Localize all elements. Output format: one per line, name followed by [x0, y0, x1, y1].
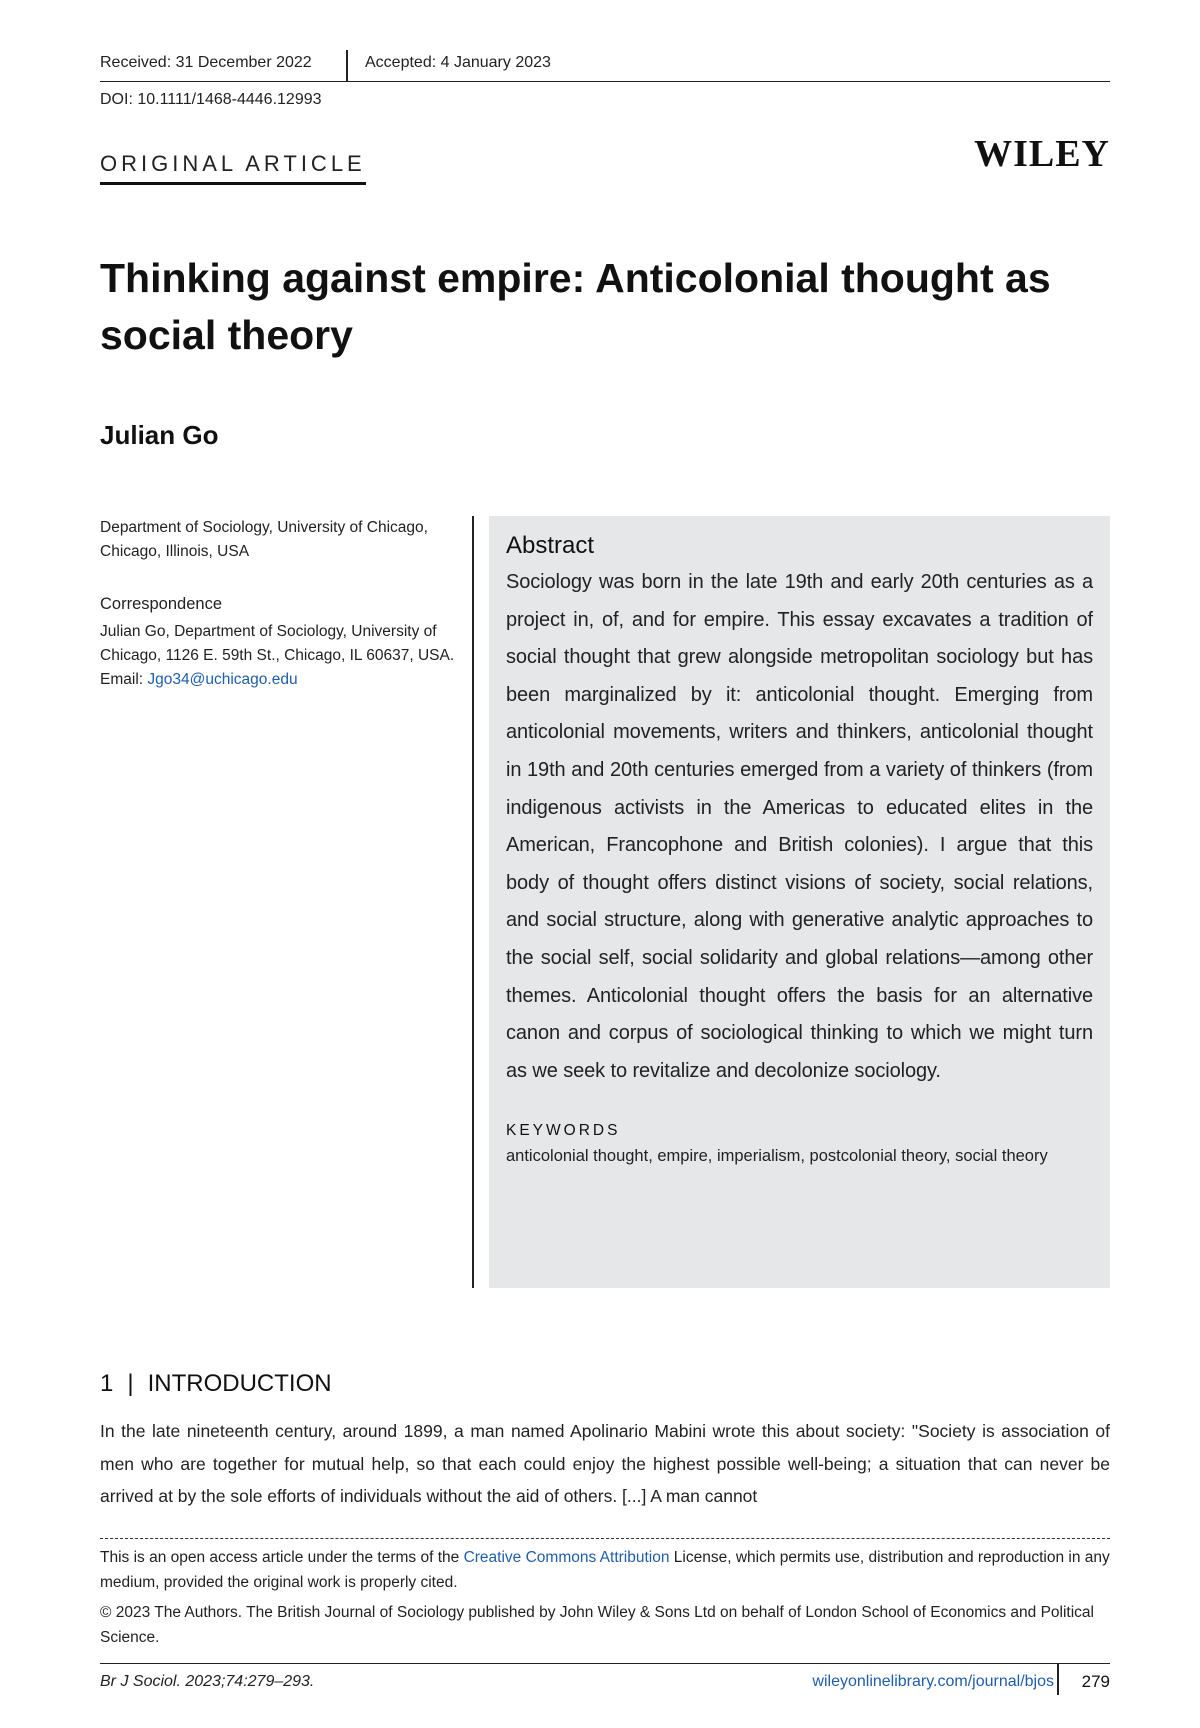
publisher-logo: WILEY [974, 133, 1110, 175]
article-type-label: ORIGINAL ARTICLE [100, 151, 366, 185]
doi[interactable]: DOI: 10.1111/1468-4446.12993 [100, 91, 322, 108]
license-text-end: License, which permits use, distribution and reproduction in any medium, provided the original work is properly cited. [100, 1549, 1110, 1591]
correspondence-details [100, 620, 460, 692]
dates-divider [346, 50, 348, 81]
license-note [100, 1545, 1110, 1595]
footer-rule [100, 1663, 1110, 1664]
email-label: Email: [100, 671, 144, 688]
abstract-box [489, 516, 1110, 1288]
received-date: Received: 31 December 2022 [100, 54, 312, 71]
introduction-paragraph: In the late nineteenth century, around 1899, a man named Apolinario Mabini wrote this about society: "Society is association of men who are together for mutual help, so that each could enjoy the highest possible well-being; a situation that can never be arrived at by the sole efforts of individuals without the aid of others. [...] A man cannot [100, 1421, 1110, 1506]
section-separator: | [127, 1369, 134, 1397]
section-heading [100, 1370, 332, 1398]
correspondence-address: Julian Go, Department of Sociology, University of Chicago, 1126 E. 59th St., Chicago, IL 60637, USA. [100, 623, 455, 664]
author-name: Julian Go [100, 420, 219, 450]
creative-commons-link[interactable]: Creative Commons Attribution [463, 1549, 670, 1566]
footnote-separator [100, 1538, 1110, 1539]
page-number: 279 [1081, 1672, 1110, 1691]
keywords-list: anticolonial thought, empire, imperialism, postcolonial theory, social theory [506, 1147, 1048, 1166]
license-text-start: This is an open access article under the terms of the [100, 1549, 464, 1566]
author-affiliation: Department of Sociology, University of Chicago, Chicago, Illinois, USA [100, 519, 428, 560]
footer-divider [1057, 1664, 1059, 1695]
dates-row [100, 50, 1110, 82]
journal-citation: Br J Sociol. 2023;74:279–293. [100, 1673, 315, 1690]
abstract-text: Sociology was born in the late 19th and early 20th centuries as a project in, of, and for empire. This essay excavates a tradition of social thought that grew alongside metropolitan sociology but has been marginalized by it: anticolonial thought. Emerging from anticolonial movements, writers and thinkers, anticolonial thought in 19th and 20th centuries emerged from a variety of thinkers (from indigenous activists in the Americas to educated elites in the American, Francophone and British colonies). I argue that this body of thought offers distinct visions of society, social relations, and social structure, along with generative analytic approaches to the social self, social solidarity and global relations—among other themes. Anticolonial thought offers the basis for an alternative canon and corpus of sociological thinking to which we might turn as we seek to revitalize and decolonize sociology. [506, 571, 1093, 1082]
journal-url-link[interactable]: wileyonlinelibrary.com/journal/bjos [812, 1673, 1054, 1690]
keywords-heading: KEYWORDS [506, 1122, 621, 1140]
email-link[interactable]: Jgo34@uchicago.edu [147, 671, 298, 688]
section-number: 1 [100, 1369, 114, 1397]
accepted-date: Accepted: 4 January 2023 [365, 54, 551, 71]
correspondence-heading: Correspondence [100, 595, 222, 613]
column-divider [472, 516, 474, 1288]
article-title: Thinking against empire: Anticolonial thought as social theory [100, 255, 1051, 358]
abstract-heading: Abstract [506, 532, 595, 559]
section-title: INTRODUCTION [147, 1369, 332, 1397]
copyright-note: © 2023 The Authors. The British Journal of Sociology published by John Wiley & Sons Ltd on behalf of London School of Economics and Political Science. [100, 1604, 1094, 1646]
author-info-column [100, 516, 460, 692]
